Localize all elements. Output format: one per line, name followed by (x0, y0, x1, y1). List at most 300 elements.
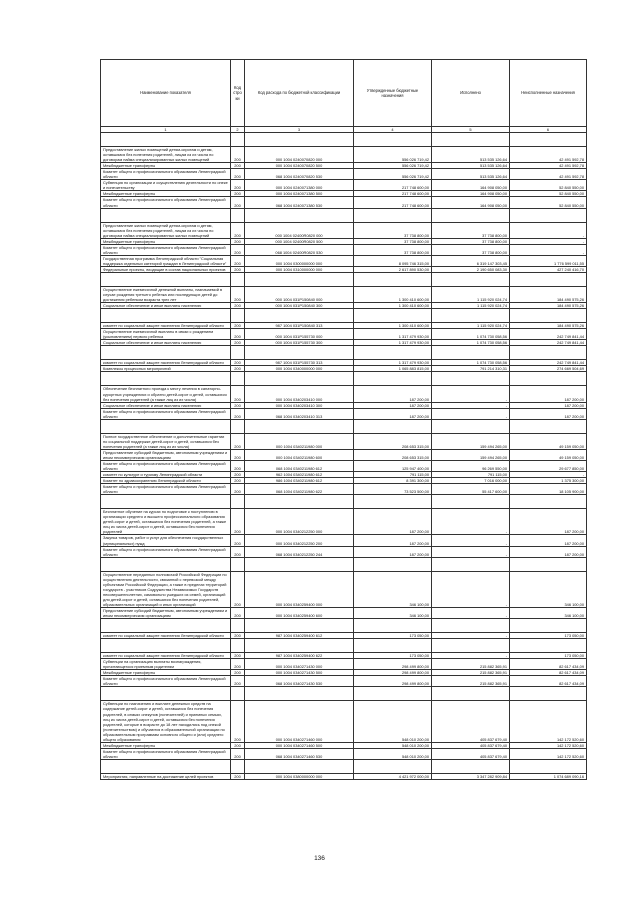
cell-kbk: 000 1004 0340212250 000 (245, 509, 354, 535)
cell-row-code: 200 (231, 546, 245, 557)
cell-approved: 548 010 200,00 (354, 748, 432, 759)
cell-row-code: 200 (231, 633, 245, 639)
table-row (101, 546, 587, 557)
spacer-cell (245, 346, 354, 360)
cell-kbk: 000 1004 0340000000 000 (245, 366, 354, 372)
cell-row-code: 200 (231, 286, 245, 302)
cell-approved: 208 653 315,00 (354, 449, 432, 460)
cell-kbk: 000 1004 0240071380 000 (245, 180, 354, 191)
cell-name: Предоставление жилых помещений детям-сиротам и детям, оставшимся без попечения родителей, лицам из их числа по договорам найма специализированных жилых помещений (101, 147, 231, 163)
cell-kbk: 000 1004 02400R0820 500 (245, 238, 354, 244)
spacer-cell (231, 133, 245, 147)
spacer-cell (231, 495, 245, 509)
cell-executed: 7 016 000,00 (432, 478, 510, 484)
spacer-row (101, 272, 587, 286)
cell-kbk: 000 1004 0340271460 000 (245, 701, 354, 742)
cell-name: Комитет общего и профессионального образования Ленинградской области (101, 408, 231, 419)
cell-unexecuted: 346 100,00 (510, 571, 587, 607)
spacer-cell (354, 639, 432, 653)
cell-kbk: 000 1004 0340259400 000 (245, 571, 354, 607)
cell-approved: 556 026 719,42 (354, 169, 432, 180)
cell-row-code: 200 (231, 449, 245, 460)
cell-name: Комитет общего и профессионального образования Ленинградской области (101, 244, 231, 255)
cell-name: Осуществление ежемесячной выплаты в связи с рождением (усыновлением) первого ребенка (101, 329, 231, 340)
cell-kbk: 987 1004 0340259400 612 (245, 633, 354, 639)
cell-name: Мероприятия, направленные на достижение целей проектов (101, 773, 231, 779)
cell-name: Субвенция по организации и осуществлению деятельности по опеке и попечительству (101, 180, 231, 191)
table-row (101, 197, 587, 208)
cell-kbk: 987 1004 031P155730 313 (245, 360, 354, 366)
cell-unexecuted: 427 240 416,70 (510, 266, 587, 272)
cell-name: Комплексы процессных мероприятий (101, 366, 231, 372)
cell-kbk: 000 1004 0340212250 200 (245, 535, 354, 546)
cell-approved: 217 748 600,00 (354, 191, 432, 197)
cell-kbk: 000 1004 0340211980 600 (245, 449, 354, 460)
cell-unexecuted: 187 200,00 (510, 509, 587, 535)
cell-executed: 2 190 650 083,30 (432, 266, 510, 272)
spacer-cell (245, 419, 354, 433)
spacer-cell (432, 133, 510, 147)
cell-unexecuted: 242 749 841,44 (510, 340, 587, 346)
cell-executed: 159 494 265,00 (432, 449, 510, 460)
cell-executed: 1 115 920 024,74 (432, 303, 510, 309)
cell-row-code: 200 (231, 323, 245, 329)
cell-name: Обеспечение бесплатного проезда к месту лечения в санаторно-курортных учреждениях и обратно детей-сирот и детей, оставшихся без попечения родителей (а также лиц из их числа) (101, 386, 231, 402)
spacer-cell (245, 309, 354, 323)
cell-approved: 556 026 719,42 (354, 163, 432, 169)
spacer-cell (432, 419, 510, 433)
cell-approved: 1 300 410 600,00 (354, 303, 432, 309)
cell-executed: 37 738 800,00 (432, 222, 510, 238)
spacer-cell (432, 495, 510, 509)
cell-executed: 1 115 920 024,74 (432, 323, 510, 329)
cell-approved: 298 499 800,00 (354, 676, 432, 687)
cell-name: Комитет общего и профессионального образования Ленинградской области (101, 676, 231, 687)
cell-executed: - (432, 571, 510, 607)
cell-executed: - (432, 509, 510, 535)
col-number: 6 (510, 127, 587, 133)
spacer-cell (510, 372, 587, 386)
table-row (101, 608, 587, 619)
cell-executed: 405 837 679,40 (432, 748, 510, 759)
cell-unexecuted: 18 105 900,00 (510, 484, 587, 495)
cell-executed: - (432, 386, 510, 402)
cell-unexecuted: 187 200,00 (510, 408, 587, 419)
cell-executed: 215 882 365,91 (432, 659, 510, 670)
spacer-cell (231, 309, 245, 323)
spacer-row (101, 309, 587, 323)
cell-name: Комитет общего и профессионального образования Ленинградской области (101, 460, 231, 471)
spacer-cell (432, 272, 510, 286)
cell-unexecuted: - (510, 238, 587, 244)
spacer-cell (101, 419, 231, 433)
col-number: 5 (432, 127, 510, 133)
cell-executed: 1 074 730 058,56 (432, 340, 510, 346)
cell-kbk: 000 1004 031P150840 300 (245, 303, 354, 309)
cell-name: Социальное обеспечение и иные выплаты населению (101, 303, 231, 309)
spacer-cell (231, 557, 245, 571)
cell-name: Межбюджетные трансферты (101, 163, 231, 169)
cell-approved: 187 200,00 (354, 402, 432, 408)
cell-unexecuted: 1 074 689 090,16 (510, 773, 587, 779)
cell-row-code: 200 (231, 386, 245, 402)
spacer-cell (101, 372, 231, 386)
cell-row-code: 200 (231, 303, 245, 309)
table-row (101, 244, 587, 255)
spacer-cell (510, 619, 587, 633)
cell-approved: 298 499 800,00 (354, 659, 432, 670)
cell-name: комитет по социальной защите населения Ленинградской области (101, 360, 231, 366)
cell-kbk: 000 1004 0340271430 500 (245, 670, 354, 676)
spacer-cell (245, 759, 354, 773)
cell-unexecuted: 184 490 575,26 (510, 303, 587, 309)
spacer-cell (354, 346, 432, 360)
spacer-cell (432, 687, 510, 701)
cell-executed: 791 115,00 (432, 472, 510, 478)
table-row (101, 286, 587, 302)
cell-name: Комитет по здравоохранению Ленинградской области (101, 478, 231, 484)
spacer-row (101, 557, 587, 571)
spacer-cell (101, 346, 231, 360)
spacer-row (101, 133, 587, 147)
cell-kbk: 000 1004 0240071380 500 (245, 191, 354, 197)
cell-approved: 217 748 600,00 (354, 180, 432, 191)
table-row (101, 659, 587, 670)
spacer-cell (354, 759, 432, 773)
spacer-cell (101, 759, 231, 773)
cell-kbk: 068 1004 0340271430 530 (245, 676, 354, 687)
cell-unexecuted: 184 490 575,26 (510, 323, 587, 329)
table-row (101, 222, 587, 238)
cell-row-code: 200 (231, 608, 245, 619)
cell-row-code: 200 (231, 676, 245, 687)
cell-unexecuted: - (510, 472, 587, 478)
cell-approved: 37 738 800,00 (354, 238, 432, 244)
cell-kbk: 000 1004 031P155730 300 (245, 340, 354, 346)
cell-row-code: 200 (231, 197, 245, 208)
cell-approved: 187 200,00 (354, 386, 432, 402)
spacer-cell (101, 133, 231, 147)
cell-kbk: 000 1004 0340203410 300 (245, 402, 354, 408)
cell-approved: 1 065 883 815,00 (354, 366, 432, 372)
cell-kbk: 000 1004 0340271460 500 (245, 742, 354, 748)
cell-unexecuted: 187 200,00 (510, 386, 587, 402)
cell-executed: 37 738 800,00 (432, 238, 510, 244)
cell-name: Комитет общего и профессионального образования Ленинградской области (101, 197, 231, 208)
cell-row-code: 200 (231, 255, 245, 266)
cell-row-code: 200 (231, 653, 245, 659)
spacer-cell (231, 639, 245, 653)
table-row (101, 676, 587, 687)
spacer-cell (510, 272, 587, 286)
cell-executed: - (432, 633, 510, 639)
cell-row-code: 200 (231, 191, 245, 197)
cell-name: комитет по культуре и туризму Ленинградской области (101, 472, 231, 478)
cell-row-code: 200 (231, 460, 245, 471)
cell-unexecuted: - (510, 244, 587, 255)
header-unexecuted: Неисполненные назначения (510, 60, 587, 127)
cell-unexecuted: 42 491 592,78 (510, 163, 587, 169)
cell-executed: - (432, 402, 510, 408)
cell-executed: 405 837 679,40 (432, 742, 510, 748)
cell-executed: 159 494 265,00 (432, 433, 510, 449)
cell-row-code: 200 (231, 266, 245, 272)
spacer-cell (101, 309, 231, 323)
cell-kbk: 000 1004 0340259400 600 (245, 608, 354, 619)
spacer-cell (231, 759, 245, 773)
spacer-cell (510, 309, 587, 323)
page-number: 136 (314, 855, 325, 862)
cell-name: Бесплатное обучение на курсах по подготовке к поступлению в организации среднего и высшего профессионального образования детей-сирот и детей, оставшихся без попечения родителей, а также лиц из числа детей-сирот и детей, оставшихся без попечения родителей (101, 509, 231, 535)
cell-unexecuted: 82 617 434,09 (510, 670, 587, 676)
cell-executed: - (432, 608, 510, 619)
cell-row-code: 200 (231, 169, 245, 180)
cell-row-code: 200 (231, 478, 245, 484)
cell-approved: 173 050,00 (354, 633, 432, 639)
cell-approved: 2 617 890 530,00 (354, 266, 432, 272)
spacer-cell (245, 372, 354, 386)
col-number: 2 (231, 127, 245, 133)
table-row (101, 386, 587, 402)
cell-approved: 1 317 479 930,00 (354, 340, 432, 346)
cell-kbk: 068 1004 0240070820 530 (245, 169, 354, 180)
cell-approved: 1 317 479 930,00 (354, 360, 432, 366)
cell-kbk: 068 1004 0340211980 612 (245, 460, 354, 471)
table-row (101, 147, 587, 163)
spacer-cell (101, 557, 231, 571)
cell-approved: 346 100,00 (354, 571, 432, 607)
spacer-cell (354, 687, 432, 701)
table-row (101, 255, 587, 266)
spacer-cell (510, 346, 587, 360)
header-row-code: Код строки (231, 60, 245, 127)
cell-unexecuted: 142 172 520,60 (510, 748, 587, 759)
cell-row-code: 200 (231, 748, 245, 759)
cell-kbk: 000 1004 0240070820 000 (245, 147, 354, 163)
cell-executed: 1 074 730 058,56 (432, 329, 510, 340)
cell-name: комитет по социальной защите населения Ленинградской области (101, 633, 231, 639)
spacer-cell (354, 133, 432, 147)
cell-name: комитет по социальной защите населения Ленинградской области (101, 323, 231, 329)
cell-approved: 8 095 746 315,00 (354, 255, 432, 266)
cell-row-code: 200 (231, 670, 245, 676)
spacer-row (101, 619, 587, 633)
spacer-row (101, 372, 587, 386)
table-row (101, 169, 587, 180)
cell-kbk: 987 1004 031P150840 313 (245, 323, 354, 329)
table-row (101, 449, 587, 460)
cell-unexecuted: 346 100,00 (510, 608, 587, 619)
cell-name: Межбюджетные трансферты (101, 191, 231, 197)
cell-row-code: 200 (231, 222, 245, 238)
cell-name: Предоставление субсидий бюджетным, автономным учреждениям и иным некоммерческим организациям (101, 608, 231, 619)
spacer-cell (101, 687, 231, 701)
cell-row-code: 200 (231, 659, 245, 670)
cell-unexecuted: 1 776 599 011,55 (510, 255, 587, 266)
cell-approved: 37 738 800,00 (354, 222, 432, 238)
table-row (101, 460, 587, 471)
spacer-row (101, 419, 587, 433)
cell-row-code: 200 (231, 238, 245, 244)
table-row (101, 509, 587, 535)
spacer-cell (245, 639, 354, 653)
cell-row-code: 200 (231, 571, 245, 607)
cell-approved: 173 050,00 (354, 653, 432, 659)
header-approved: Утвержденные бюджетные назначения (354, 60, 432, 127)
cell-row-code: 200 (231, 360, 245, 366)
spacer-cell (101, 272, 231, 286)
cell-kbk: 000 1004 031P150840 000 (245, 286, 354, 302)
cell-name: Осуществление ежемесячной денежной выплаты, назначаемой в случае рождения третьего ребенка или последующих детей до достижения ребенком возраста трех лет (101, 286, 231, 302)
table-row (101, 701, 587, 742)
cell-approved: 187 200,00 (354, 546, 432, 557)
cell-row-code: 200 (231, 535, 245, 546)
budget-execution-table (100, 59, 587, 780)
cell-name: Межбюджетные трансферты (101, 238, 231, 244)
cell-row-code: 200 (231, 366, 245, 372)
spacer-cell (510, 208, 587, 222)
cell-approved: 548 010 200,00 (354, 742, 432, 748)
cell-executed: - (432, 546, 510, 557)
cell-executed: 215 882 365,91 (432, 670, 510, 676)
cell-executed: 791 214 310,31 (432, 366, 510, 372)
cell-approved: 217 748 600,00 (354, 197, 432, 208)
cell-executed: 215 882 365,91 (432, 676, 510, 687)
cell-name: Субвенции по назначению и выплате денежных средств на содержание детей-сирот и детей, оставшихся без попечения родителей, в семьях опекунов (попечителей) и приемных семьях, лиц из числа детей-сирот и детей, оставшихся без попечения родителей, которые в возрасте до 18 лет находились под опекой (попечительством) и обучаются в образовательной организации по образовательным программам основного общего и (или) среднего общего образования (101, 701, 231, 742)
spacer-cell (245, 687, 354, 701)
cell-kbk: 000 1004 031P155730 000 (245, 329, 354, 340)
cell-approved: 208 653 315,00 (354, 433, 432, 449)
cell-row-code: 200 (231, 147, 245, 163)
cell-kbk: 068 1004 02400R0820 530 (245, 244, 354, 255)
cell-name: Межбюджетные трансферты (101, 670, 231, 676)
spacer-cell (354, 557, 432, 571)
cell-name: Осуществление переданных полномочий Российской Федерации по осуществлению деятельности, связанной с перевозкой между субъектами Российской Федерации, а также в пределах территорий государств - участников Содружества Независимых Государств несовершеннолетних, самовольно ушедших из семей, организаций для детей-сирот и детей, оставшихся без попечения родителей, образовательных организаций и иных организаций (101, 571, 231, 607)
col-number: 4 (354, 127, 432, 133)
cell-approved: 556 026 719,42 (354, 147, 432, 163)
cell-approved: 1 300 410 600,00 (354, 323, 432, 329)
spacer-cell (354, 619, 432, 633)
header-executed: Исполнено (432, 60, 510, 127)
cell-unexecuted: 142 172 520,60 (510, 701, 587, 742)
table-body (101, 133, 587, 780)
cell-unexecuted: 52 840 550,00 (510, 180, 587, 191)
spacer-cell (354, 272, 432, 286)
cell-name: Закупка товаров, работ и услуг для обеспечения государственных (муниципальных) нужд (101, 535, 231, 546)
spacer-cell (231, 419, 245, 433)
cell-kbk: 068 1004 0340211980 622 (245, 484, 354, 495)
cell-unexecuted: 173 050,00 (510, 653, 587, 659)
cell-unexecuted: 173 050,00 (510, 633, 587, 639)
spacer-cell (432, 346, 510, 360)
table-row (101, 484, 587, 495)
cell-executed: 513 535 126,64 (432, 169, 510, 180)
cell-row-code: 200 (231, 701, 245, 742)
cell-kbk: 962 1004 0340211980 612 (245, 472, 354, 478)
cell-name: Комитет общего и профессионального образования Ленинградской области (101, 169, 231, 180)
cell-row-code: 200 (231, 484, 245, 495)
cell-executed: 513 535 126,64 (432, 163, 510, 169)
spacer-cell (510, 133, 587, 147)
cell-row-code: 200 (231, 433, 245, 449)
spacer-row (101, 346, 587, 360)
spacer-cell (231, 687, 245, 701)
cell-kbk: 986 1004 0340211980 612 (245, 478, 354, 484)
cell-name: Субвенции на организацию выплаты вознаграждения, причитающегося приемным родителям (101, 659, 231, 670)
report-sheet (100, 59, 586, 780)
cell-name: Социальное обеспечение и иные выплаты населению (101, 340, 231, 346)
cell-name: Социальное обеспечение и иные выплаты населению (101, 402, 231, 408)
cell-unexecuted: 49 159 050,00 (510, 433, 587, 449)
cell-name: Межбюджетные трансферты (101, 742, 231, 748)
cell-approved: 73 523 500,00 (354, 484, 432, 495)
table-row (101, 773, 587, 779)
spacer-cell (510, 419, 587, 433)
cell-kbk: 000 1004 0340211980 000 (245, 433, 354, 449)
cell-row-code: 200 (231, 340, 245, 346)
cell-kbk: 000 1004 0240070820 500 (245, 163, 354, 169)
cell-approved: 8 391 300,00 (354, 478, 432, 484)
cell-executed: 164 908 050,00 (432, 180, 510, 191)
cell-row-code: 200 (231, 509, 245, 535)
cell-kbk: 068 1004 0240071380 530 (245, 197, 354, 208)
cell-approved: 187 200,00 (354, 408, 432, 419)
cell-unexecuted: 82 617 434,09 (510, 676, 587, 687)
cell-name: Комитет общего и профессионального образования Ленинградской области (101, 748, 231, 759)
table-row (101, 748, 587, 759)
cell-executed: 164 908 050,00 (432, 197, 510, 208)
cell-approved: 4 421 972 000,00 (354, 773, 432, 779)
cell-row-code: 200 (231, 180, 245, 191)
cell-row-code: 200 (231, 329, 245, 340)
cell-approved: 187 200,00 (354, 535, 432, 546)
spacer-cell (432, 372, 510, 386)
spacer-cell (245, 208, 354, 222)
spacer-row (101, 759, 587, 773)
cell-approved: 298 499 800,00 (354, 670, 432, 676)
spacer-cell (231, 208, 245, 222)
table-header-row (101, 60, 587, 127)
cell-unexecuted: - (510, 222, 587, 238)
cell-name: Предоставление субсидий бюджетным, автономным учреждениям и иным некоммерческим организациям (101, 449, 231, 460)
spacer-cell (510, 687, 587, 701)
cell-kbk: 000 1004 0340203410 000 (245, 386, 354, 402)
cell-approved: 187 200,00 (354, 509, 432, 535)
cell-kbk: 987 1004 0340259400 622 (245, 653, 354, 659)
spacer-cell (510, 639, 587, 653)
cell-kbk: 068 1004 0340203410 313 (245, 408, 354, 419)
cell-name: Полное государственное обеспечение и дополнительные гарантии по социальной поддержке детей-сирот и детей, оставшихся без попечения родителей (а также лиц из их числа) (101, 433, 231, 449)
cell-unexecuted: 1 375 300,00 (510, 478, 587, 484)
spacer-cell (354, 419, 432, 433)
cell-approved: 37 738 800,00 (354, 244, 432, 255)
spacer-cell (245, 495, 354, 509)
spacer-cell (101, 495, 231, 509)
cell-name: комитет по социальной защите населения Ленинградской области (101, 653, 231, 659)
cell-unexecuted: 52 840 550,00 (510, 197, 587, 208)
cell-unexecuted: 242 749 841,44 (510, 329, 587, 340)
spacer-cell (510, 759, 587, 773)
cell-name: Комитет общего и профессионального образования Ленинградской области (101, 546, 231, 557)
cell-name: Федеральные проекты, входящие в состав национальных проектов (101, 266, 231, 272)
spacer-cell (231, 619, 245, 633)
spacer-cell (432, 619, 510, 633)
cell-approved: 1 317 479 930,00 (354, 329, 432, 340)
cell-unexecuted: 187 200,00 (510, 546, 587, 557)
table-row (101, 535, 587, 546)
cell-kbk: 000 1004 0380000000 000 (245, 773, 354, 779)
spacer-row (101, 495, 587, 509)
